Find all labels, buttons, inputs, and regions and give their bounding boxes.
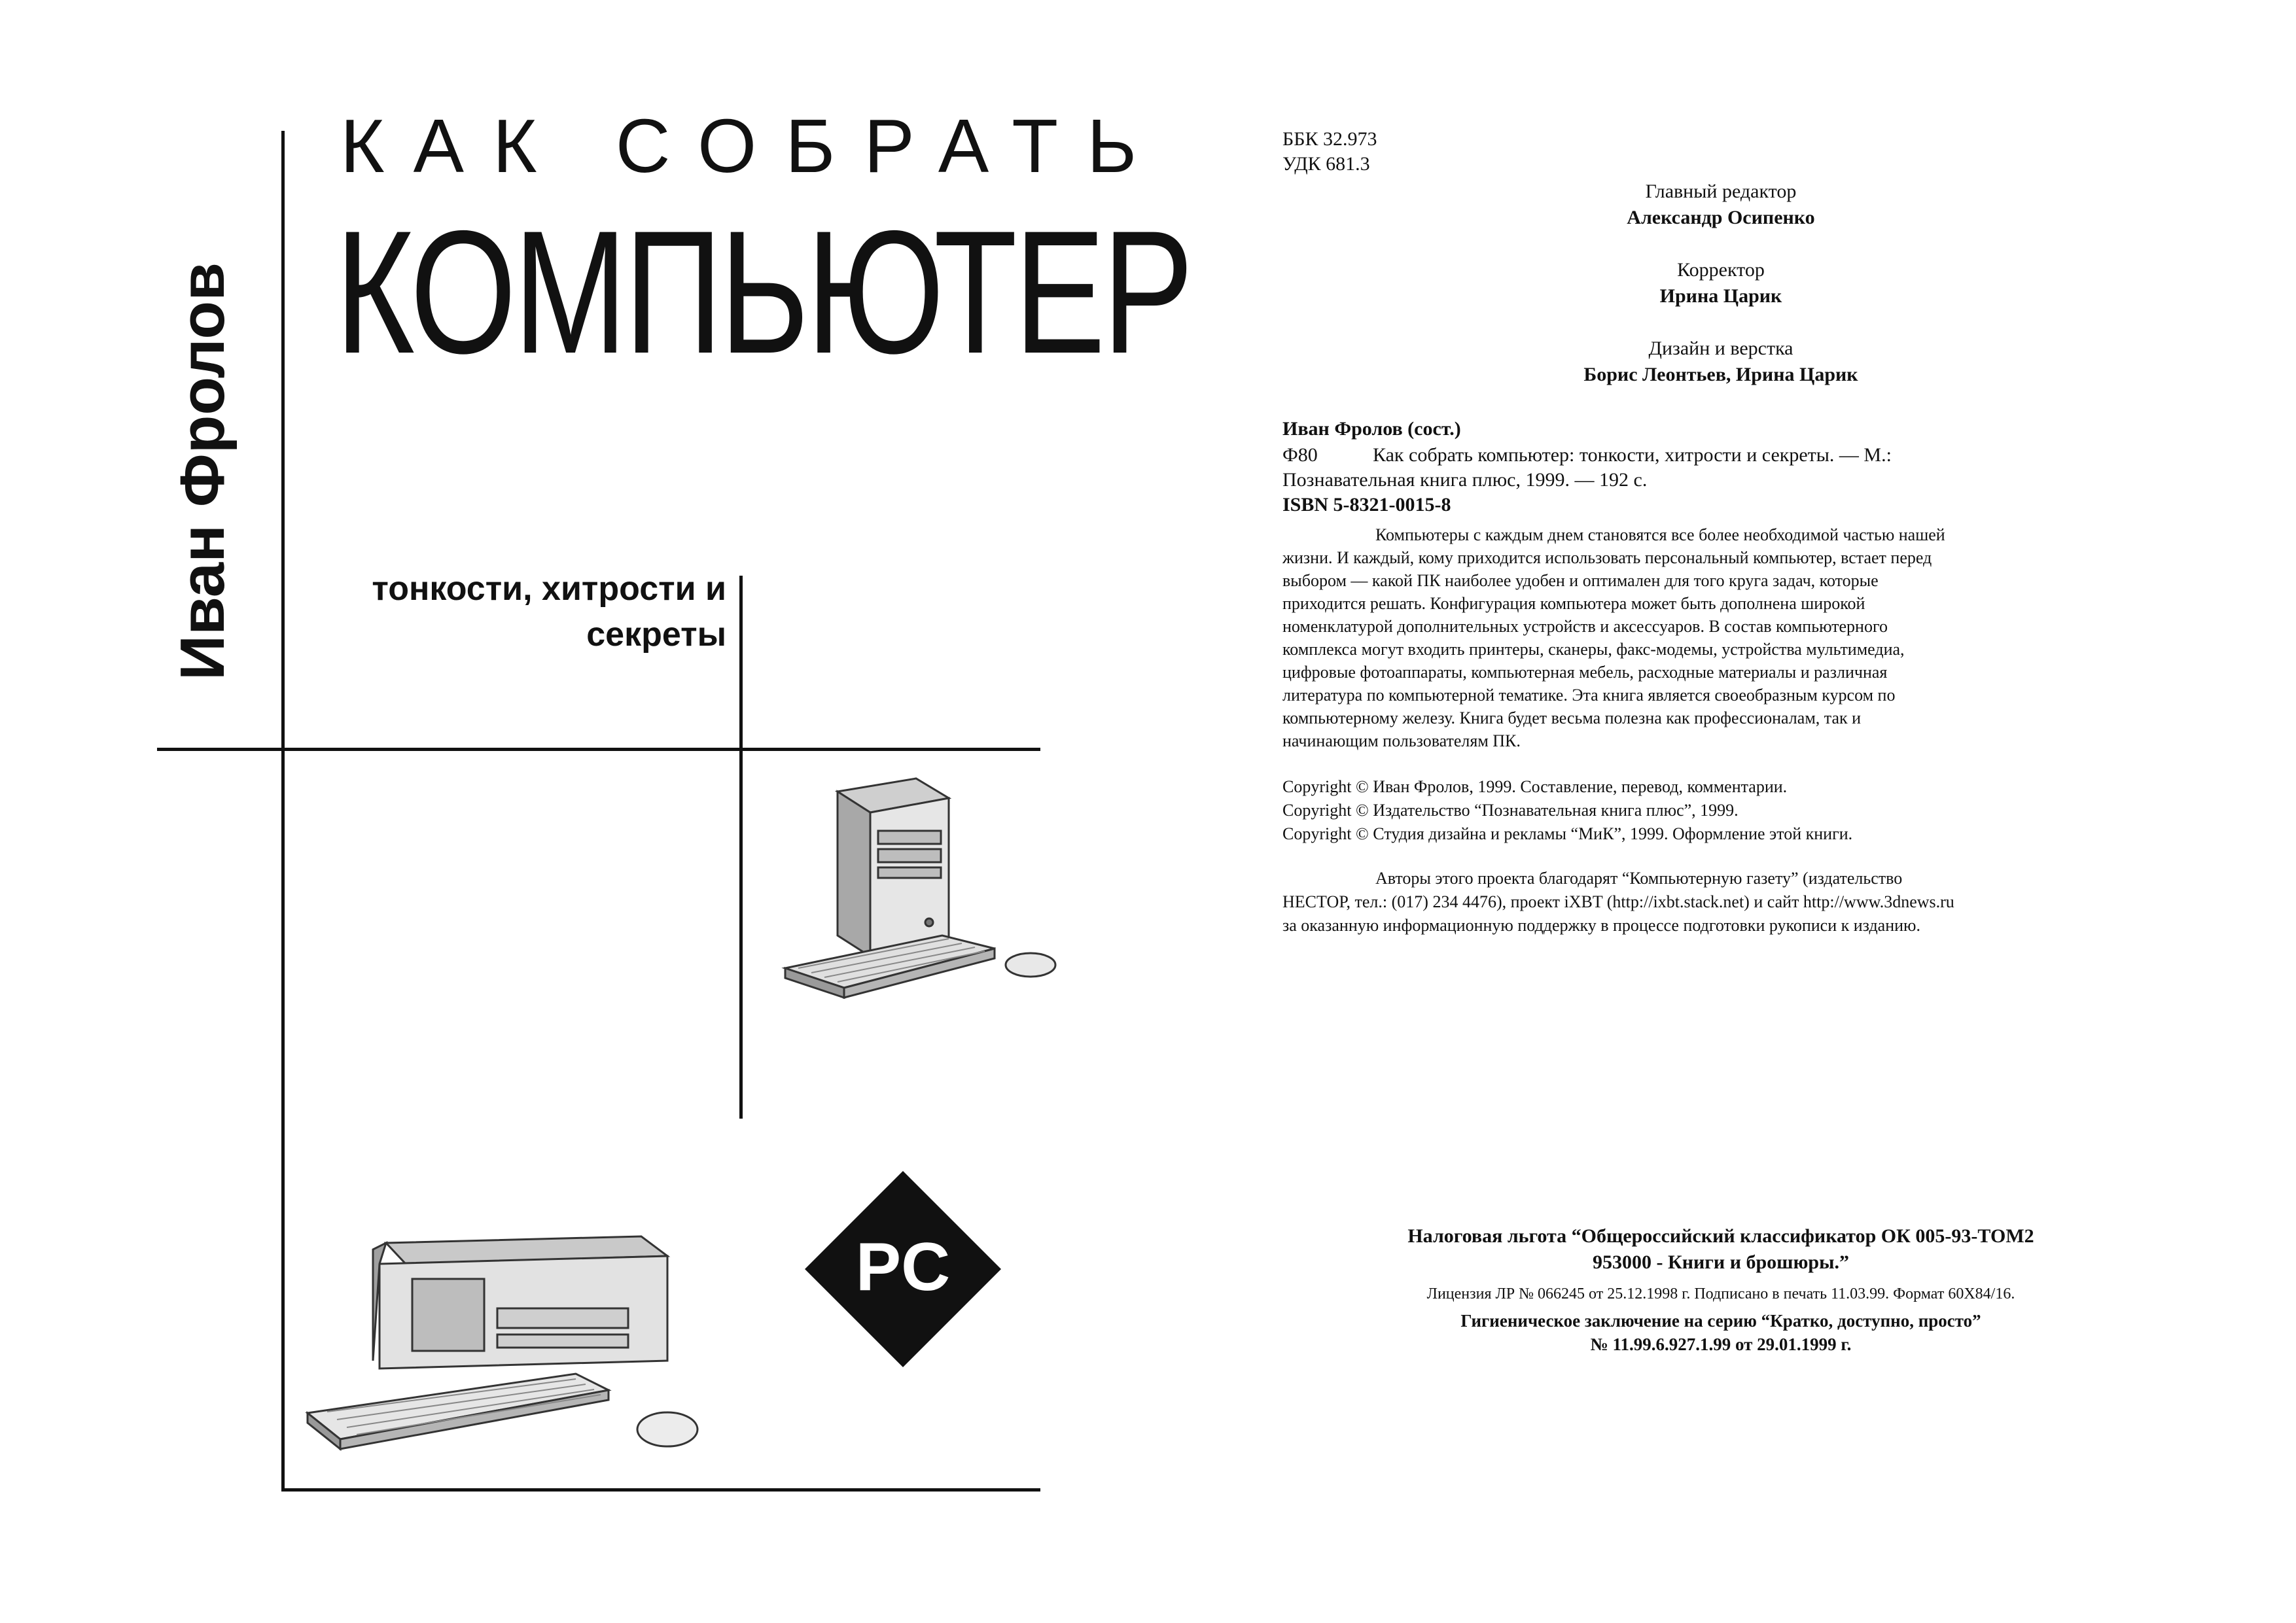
bibliographic-line-1: Как собрать компьютер: тонкости, хитрости и секреты. — М.: <box>1373 444 1892 466</box>
copyright-line: Copyright © Иван Фролов, 1999. Составление, перевод, комментарии. <box>1282 777 1788 796</box>
pc-badge-label: PC <box>855 1229 951 1305</box>
bbk-code: ББК 32.973 <box>1282 128 1377 150</box>
credit-name-3: Борис Леонтьев, Ирина Царик <box>1583 364 1858 385</box>
cover-rule-horizontal-bottom <box>281 1488 1040 1492</box>
cover-rule-horizontal-middle <box>157 748 1040 751</box>
thanks-line: Авторы этого проекта благодарят “Компьютерную газету” (издательство <box>1375 869 1903 888</box>
credit-name-2: Ирина Царик <box>1659 285 1782 307</box>
hygiene-line-1: Гигиеническое заключение на серию “Кратко, доступно, просто” <box>1460 1311 1981 1331</box>
thanks-block <box>1282 867 1954 937</box>
annotation-line: приходится решать. Конфигурация компьютера может быть дополнена широкой <box>1282 594 1865 613</box>
license-line: Лицензия ЛР № 066245 от 25.12.1998 г. Подписано в печать 11.03.99. Формат 60X84/16. <box>1426 1285 2015 1302</box>
copyright-line: Copyright © Студия дизайна и рекламы “МиК”, 1999. Оформление этой книги. <box>1282 824 1853 843</box>
annotation <box>1282 523 2146 752</box>
desktop-computer-image <box>301 1230 772 1472</box>
thanks-line: за оказанную информационную поддержку в процессе подготовки рукописи к изданию. <box>1282 916 1920 935</box>
annotation-line: комплекса могут входить принтеры, сканеры, факс-модемы, устройства мультимедиа, <box>1282 640 1905 659</box>
annotation-line: жизни. И каждый, кому приходится использовать персональный компьютер, встает перед <box>1282 548 1932 567</box>
cover-title-top: КАК СОБРАТЬ <box>340 103 1166 188</box>
tax-benefit-line-1: Налоговая льгота “Общероссийский классификатор ОК 005-93-ТОМ2 <box>1407 1225 2034 1247</box>
author-line: Иван Фролов (сост.) <box>1282 418 1461 440</box>
cover-rule-vertical-left <box>281 131 285 1492</box>
catalog-code: Ф80 <box>1282 444 1318 466</box>
cover-title-main: КОМПЬЮТЕР <box>335 194 1191 390</box>
annotation-line: компьютерному железу. Книга будет весьма полезна как профессионалам, так и <box>1282 708 1862 727</box>
cover-rule-vertical-right <box>739 576 743 1119</box>
isbn: ISBN 5-8321-0015-8 <box>1282 494 1451 515</box>
bibliographic-line-2: Познавательная книга плюс, 1999. — 192 с. <box>1282 469 1648 491</box>
annotation-line: Компьютеры с каждым днем становятся все более необходимой частью нашей <box>1375 525 1945 544</box>
hygiene-line-2: № 11.99.6.927.1.99 от 29.01.1999 г. <box>1590 1335 1852 1354</box>
copyright-line: Copyright © Издательство “Познавательная книга плюс”, 1999. <box>1282 801 1739 820</box>
cover-subtitle-line2: секреты <box>586 616 726 654</box>
copyright-block <box>1282 775 1852 846</box>
credit-role-3: Дизайн и верстка <box>1648 338 1793 359</box>
pc-badge <box>805 1171 1001 1367</box>
tax-benefit-line-2: 953000 - Книги и брошюры.” <box>1592 1251 1850 1273</box>
credit-role-2: Корректор <box>1677 259 1765 281</box>
cover-subtitle-line1: тонкости, хитрости и <box>372 570 726 608</box>
udk-code: УДК 681.3 <box>1282 153 1370 175</box>
credit-name-1: Александр Осипенко <box>1627 207 1815 228</box>
tower-computer-image <box>772 772 1086 1034</box>
cover-author: Иван Фролов <box>168 262 238 680</box>
annotation-line: литература по компьютерной тематике. Эта книга является своеобразным курсом по <box>1282 686 1896 705</box>
annotation-line: выбором — какой ПК наиболее удобен и оптимален для того круга задач, которые <box>1282 571 1879 590</box>
thanks-line: НЕСТОР, тел.: (017) 234 4476), проект iXBT (http://ixbt.stack.net) и сайт http://www.3dnews.ru <box>1282 892 1954 911</box>
credit-role-1: Главный редактор <box>1645 181 1797 202</box>
annotation-line: цифровые фотоаппараты, компьютерная мебель, расходные материалы и различная <box>1282 663 1888 682</box>
annotation-line: номенклатурой дополнительных устройств и аксессуаров. В состав компьютерного <box>1282 617 1888 636</box>
annotation-line: начинающим пользователям ПК. <box>1282 731 1521 750</box>
